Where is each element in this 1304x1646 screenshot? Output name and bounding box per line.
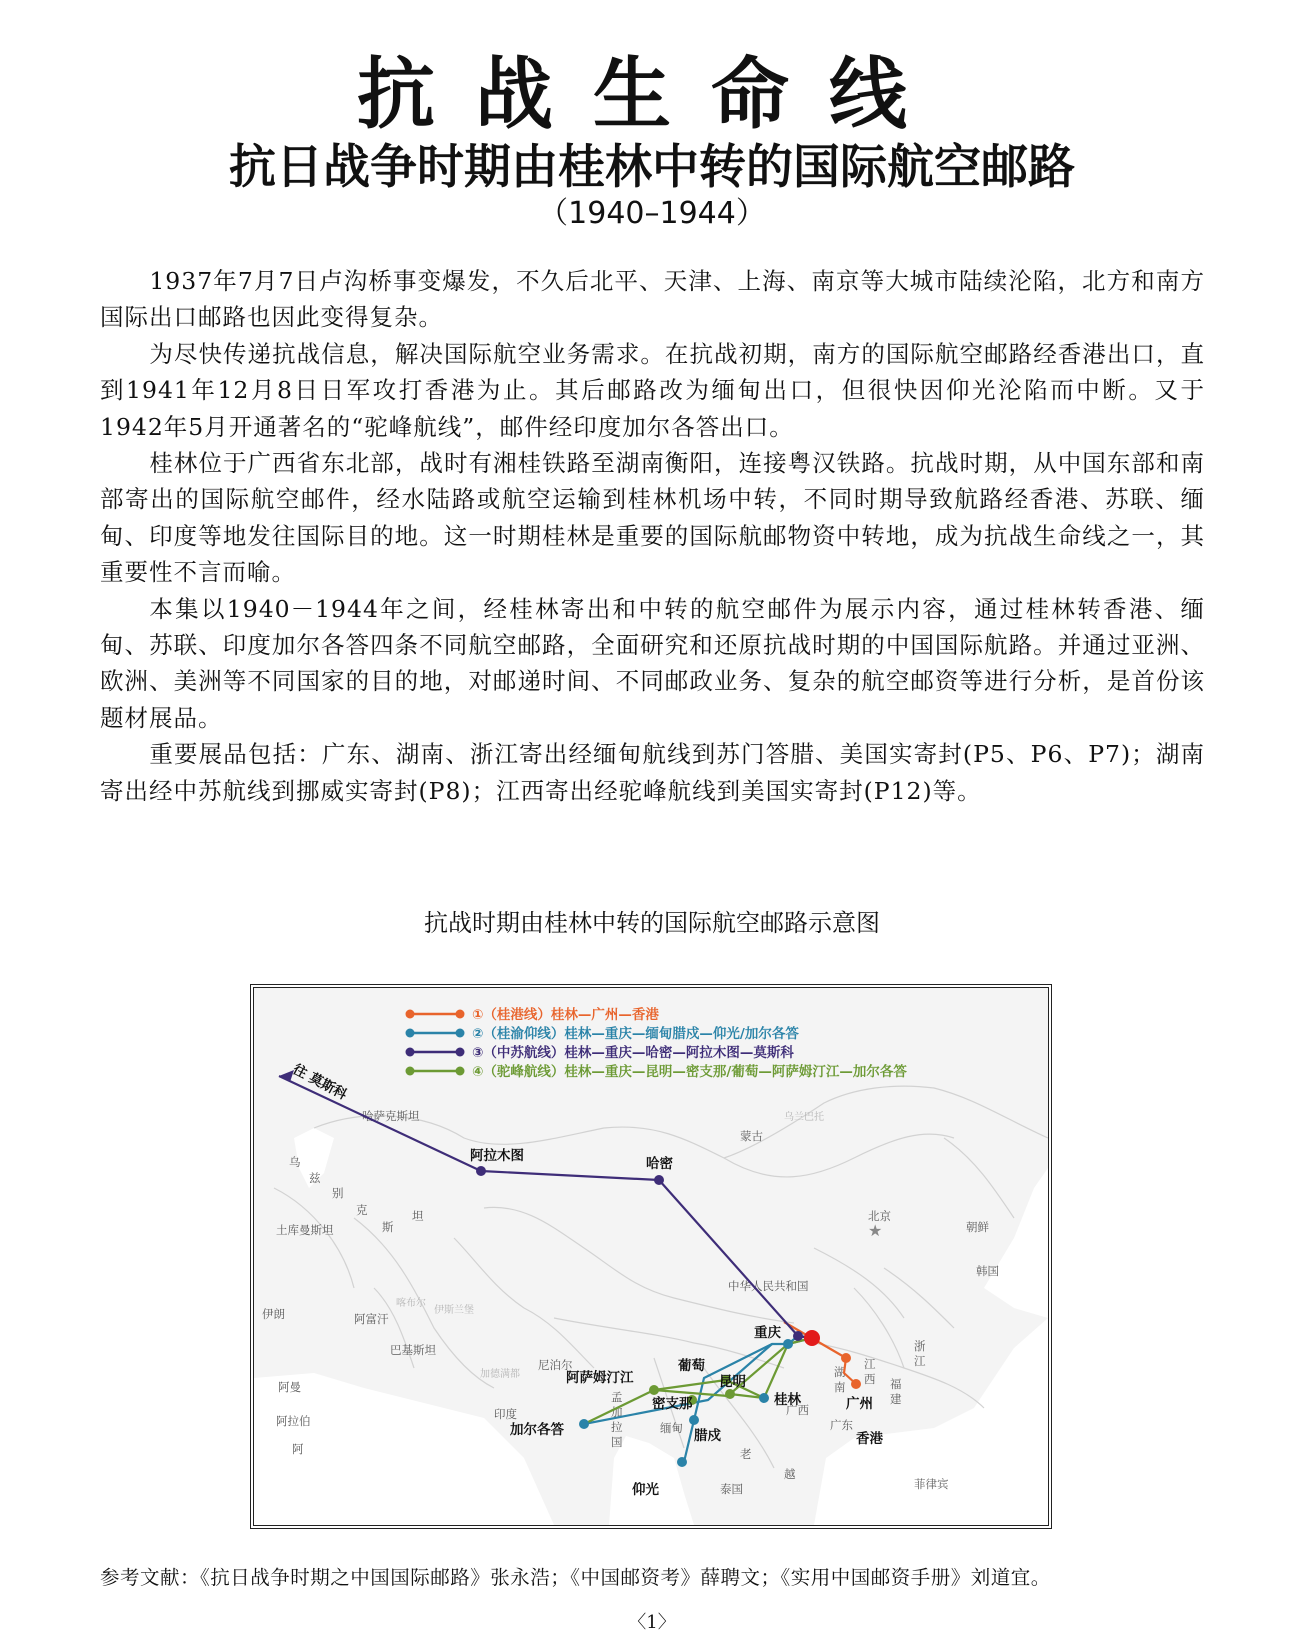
references: 参考文献：《抗日战争时期之中国国际邮路》张永浩；《中国邮资考》薛聘文；《实用中国邮资手册》刘道宜。 <box>100 1566 1051 1589</box>
city-dot-assam <box>649 1385 659 1395</box>
region-label: 哈萨克斯坦 <box>362 1109 420 1123</box>
page-subtitle: 抗日战争时期由桂林中转的国际航空邮路 <box>229 140 1075 195</box>
region-label: 乌 <box>289 1155 301 1169</box>
map-title: 抗战时期由桂林中转的国际航空邮路示意图 <box>424 909 880 937</box>
region-label: 孟 <box>611 1390 623 1404</box>
city-label-yangon: 仰光 <box>632 1482 659 1498</box>
legend-dot <box>406 1067 415 1076</box>
paragraph: 1937年7月7日卢沟桥事变爆发，不久后北平、天津、上海、南京等大城市陆续沦陷，北方和南方国际出口邮路也因此变得复杂。 <box>100 267 1205 332</box>
city-dot-hongkong <box>851 1379 861 1389</box>
legend-dot <box>406 1048 415 1057</box>
region-label: 广东 <box>830 1418 853 1432</box>
region-label: 斯 <box>382 1220 394 1234</box>
legend-dot <box>456 1067 465 1076</box>
route-map-canvas <box>254 988 1048 1525</box>
region-label: 西 <box>864 1372 876 1386</box>
city-label-guilin: 桂林 <box>774 1392 801 1408</box>
region-label: 建 <box>890 1392 902 1406</box>
page-number: 〈1〉 <box>628 1612 676 1633</box>
region-label: 喀布尔 <box>396 1298 426 1309</box>
region-label: 蒙古 <box>740 1129 763 1143</box>
region-label: 伊斯兰堡 <box>434 1305 474 1316</box>
region-label: 朝鲜 <box>966 1220 989 1234</box>
region-label: 国 <box>611 1435 623 1449</box>
legend-dot <box>456 1048 465 1057</box>
city-label-hongkong: 香港 <box>856 1431 883 1447</box>
paragraph: 本集以1940－1944年之间，经桂林寄出和中转的航空邮件为展示内容，通过桂林转香港、缅甸、苏联、印度加尔各答四条不同航空邮路，全面研究和还原抗战时期的中国国际航路。并通过亚洲、欧洲、美洲等不同国家的目的地，对邮递时间、不同邮政业务、复杂的航空邮资等进行分析，是首份该题材展品。 <box>100 594 1205 732</box>
region-label: 泰国 <box>720 1482 743 1496</box>
city-label-chongqing: 重庆 <box>754 1325 781 1341</box>
city-dot-chongqing <box>793 1331 803 1341</box>
city-label-kunming: 昆明 <box>719 1374 746 1390</box>
paragraph: 重要展品包括：广东、湖南、浙江寄出经缅甸航线到苏门答腊、美国实寄封(P5、P6、P7)；湖南寄出经中苏航线到挪威实寄封(P8)；江西寄出经驼峰航线到美国实寄封(P12)等。 <box>100 740 1205 805</box>
legend-label-2: ②（桂渝仰线）桂林—重庆—缅甸腊戍—仰光/加尔各答 <box>472 1026 799 1042</box>
region-label: 江 <box>864 1357 876 1371</box>
region-label: 福 <box>890 1377 902 1391</box>
city-label-lashio: 腊戍 <box>694 1428 721 1444</box>
region-label: 尼泊尔 <box>538 1358 573 1372</box>
city-dot-guilin <box>804 1330 820 1346</box>
region-label: 阿 <box>292 1442 304 1456</box>
region-label: 加德满都 <box>480 1369 520 1380</box>
region-label: 拉 <box>611 1420 623 1434</box>
city-label-assam: 阿萨姆汀江 <box>566 1370 634 1386</box>
city-dot-hami <box>654 1175 664 1185</box>
region-label: 韩国 <box>976 1264 999 1278</box>
route-map <box>250 984 1052 1529</box>
city-label-almaty: 阿拉木图 <box>470 1148 524 1164</box>
region-label: 巴基斯坦 <box>390 1343 436 1357</box>
city-dot-yangon <box>677 1457 687 1467</box>
capital-star-icon: ★ <box>868 1221 883 1240</box>
region-label: 兹 <box>309 1171 321 1185</box>
city-label-moscow: 往 莫斯科 <box>290 1061 350 1104</box>
city-dot-almaty <box>476 1166 486 1176</box>
region-label: 中华人民共和国 <box>728 1279 809 1293</box>
region-label: 克 <box>356 1203 368 1217</box>
city-label-calcutta: 加尔各答 <box>510 1422 564 1438</box>
region-label: 南 <box>834 1380 846 1394</box>
region-label: 阿拉伯 <box>276 1414 311 1428</box>
page-years: （1940–1944） <box>538 196 766 231</box>
region-label: 湖 <box>834 1365 846 1379</box>
city-dot-guangzhou <box>841 1353 851 1363</box>
legend-label-3: ③（中苏航线）桂林—重庆—哈密—阿拉木图—莫斯科 <box>472 1045 794 1061</box>
region-label: 浙 <box>914 1339 926 1353</box>
legend-dot <box>406 1029 415 1038</box>
paragraph: 为尽快传递抗战信息，解决国际航空业务需求。在抗战初期，南方的国际航空邮路经香港出口，直到1941年12月8日日军攻打香港为止。其后邮路改为缅甸出口，但很快因仰光沦陷而中断。又于1942年5月开通著名的“驼峰航线”，邮件经印度加尔各答出口。 <box>100 339 1205 441</box>
city-dot-kunming <box>725 1389 735 1399</box>
region-label: 江 <box>914 1354 926 1368</box>
body-text <box>100 263 1205 809</box>
city-dot-calcutta <box>579 1419 589 1429</box>
legend-dot <box>456 1029 465 1038</box>
region-label: 乌兰巴托 <box>784 1112 824 1123</box>
city-label-hami: 哈密 <box>646 1156 673 1172</box>
region-label: 老 <box>740 1447 752 1461</box>
region-label: 缅甸 <box>660 1421 683 1435</box>
city-dot-chongqing-2 <box>783 1339 793 1349</box>
city-dot-lashio <box>689 1415 699 1425</box>
legend-dot <box>406 1010 415 1019</box>
city-label-putao: 葡萄 <box>678 1358 705 1374</box>
paragraph: 桂林位于广西省东北部，战时有湘桂铁路至湖南衡阳，连接粤汉铁路。抗战时期，从中国东部和南部寄出的国际航空邮件，经水陆路或航空运输到桂林机场中转，不同时期导致航路经香港、苏联、缅甸、印度等地发往国际目的地。这一时期桂林是重要的国际航邮物资中转地，成为抗战生命线之一，其重要性不言而喻。 <box>100 449 1205 587</box>
region-label: 阿富汗 <box>354 1312 389 1326</box>
region-label: 北京 <box>868 1209 891 1223</box>
region-label: 加 <box>611 1405 623 1419</box>
page-title: 抗战生命线 <box>356 50 947 140</box>
legend-dot <box>456 1010 465 1019</box>
region-label: 阿曼 <box>278 1380 301 1394</box>
city-label-guangzhou: 广州 <box>846 1396 873 1412</box>
region-label: 土库曼斯坦 <box>276 1223 334 1237</box>
city-label-myitkyina: 密支那 <box>652 1396 693 1412</box>
legend-label-4: ④（驼峰航线）桂林—重庆—昆明—密支那/葡萄—阿萨姆汀江—加尔各答 <box>472 1064 907 1080</box>
region-label: 印度 <box>494 1407 517 1421</box>
region-label: 伊朗 <box>262 1307 285 1321</box>
region-label: 广西 <box>786 1403 809 1417</box>
region-label: 菲律宾 <box>914 1477 949 1491</box>
city-dot-kunming-2 <box>759 1393 769 1403</box>
region-label: 越 <box>784 1467 796 1481</box>
legend-label-1: ①（桂港线）桂林—广州—香港 <box>472 1007 659 1023</box>
region-label: 坦 <box>412 1209 424 1223</box>
region-label: 别 <box>332 1186 344 1200</box>
